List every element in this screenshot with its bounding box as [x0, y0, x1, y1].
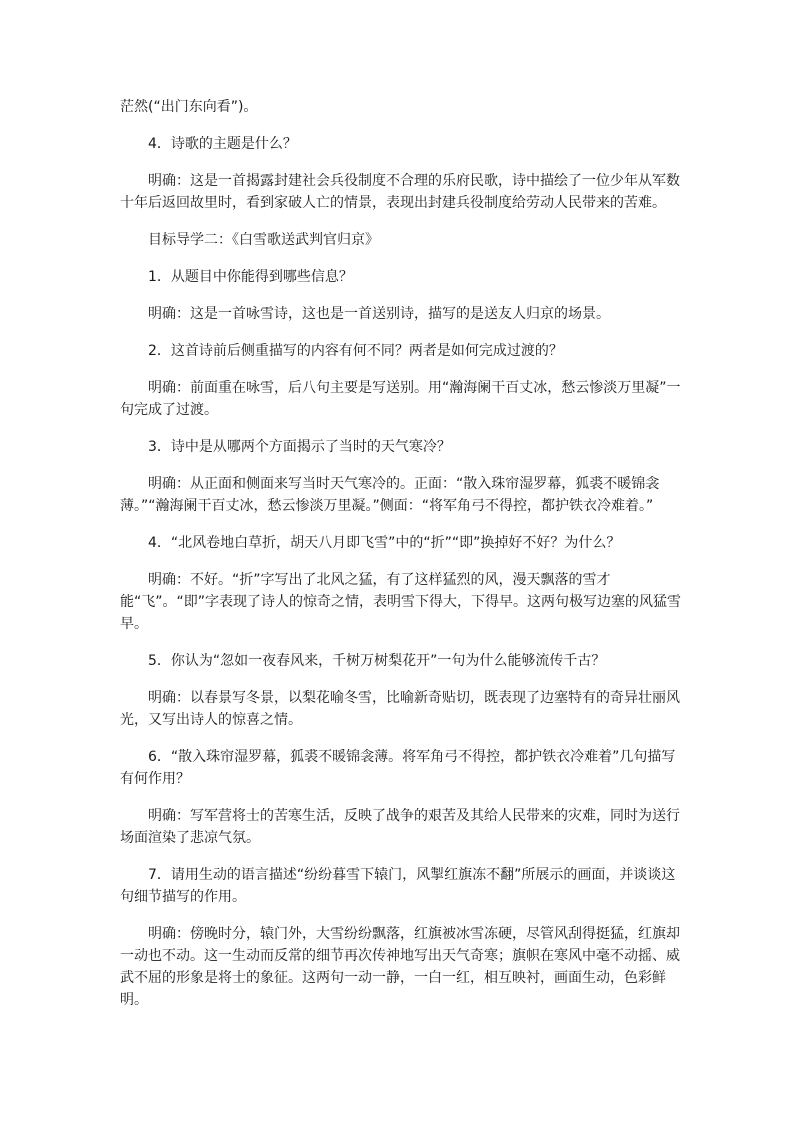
document-body [120, 96, 685, 1011]
question-4b: 4．“北风卷地白草折，胡天八月即飞雪”中的“折”“即”换掉好不好？为什么？ [148, 535, 621, 551]
question-2: 2．这首诗前后侧重描写的内容有何不同？两者是如何完成过渡的？ [148, 343, 563, 359]
question-1: 1．从题目中你能得到哪些信息？ [148, 269, 353, 285]
question-4: 4．诗歌的主题是什么？ [148, 136, 297, 152]
question-6: 6．“散入珠帘湿罗幕，狐裘不暖锦衾薄。将军角弓不得控，都护铁衣冷难着”几句描写有何作用？ [120, 749, 676, 787]
answer-4b: 明确：不好。“折”字写出了北风之猛，有了这样猛烈的风，漫天飘落的雪才能“飞”。“即”字表现了诗人的惊奇之情，表明雪下得大，下得早。这两句极写边塞的风猛雪早。 [120, 572, 682, 632]
paragraph-continuation: 茫然(“出门东向看”)。 [120, 99, 258, 115]
question-7: 7．请用生动的语言描述“纷纷暮雪下辕门，风掣红旗冻不翻”所展示的画面，并谈谈这句细节描写的作用。 [120, 867, 676, 905]
question-3: 3．诗中是从哪两个方面揭示了当时的天气寒冷？ [148, 439, 451, 455]
section-heading: 目标导学二：《白雪歌送武判官归京》 [148, 232, 379, 248]
answer-2: 明确：前面重在咏雪，后八句主要是写送别。用“瀚海阑干百丈冰，愁云惨淡万里凝”一句完成了过渡。 [120, 380, 681, 418]
answer-7: 明确：傍晚时分，辕门外，大雪纷纷飘落，红旗被冰雪冻硬，尽管风刮得挺猛，红旗却一动也不动。这一生动而反常的细节再次传神地写出天气奇寒；旗帜在寒风中毫不动摇、威武不屈的形象是将士的象征。这两句一动一静，一白一红，相互映衬，画面生动，色彩鲜明。 [120, 926, 680, 1008]
question-5: 5．你认为“忽如一夜春风来，千树万树梨花开”一句为什么能够流传千古？ [148, 653, 606, 669]
answer-4: 明确：这是一首揭露封建社会兵役制度不合理的乐府民歌，诗中描绘了一位少年从军数十年后返回故里时，看到家破人亡的情景，表现出封建兵役制度给劳动人民带来的苦难。 [120, 173, 680, 211]
answer-5: 明确：以春景写冬景，以梨花喻冬雪，比喻新奇贴切，既表现了边塞特有的奇异壮丽风光，又写出诗人的惊喜之情。 [120, 690, 680, 728]
answer-6: 明确：写军营将士的苦寒生活，反映了战争的艰苦及其给人民带来的灾难，同时为送行场面渲染了悲凉气氛。 [120, 808, 680, 846]
answer-1: 明确：这是一首咏雪诗，这也是一首送别诗，描写的是送友人归京的场景。 [148, 306, 610, 322]
answer-3: 明确：从正面和侧面来写当时天气寒冷的。正面：“散入珠帘湿罗幕，狐裘不暖锦衾薄。”“瀚海阑干百丈冰，愁云惨淡万里凝。”侧面：“将军角弓不得控，都护铁衣冷难着。” [120, 476, 660, 514]
